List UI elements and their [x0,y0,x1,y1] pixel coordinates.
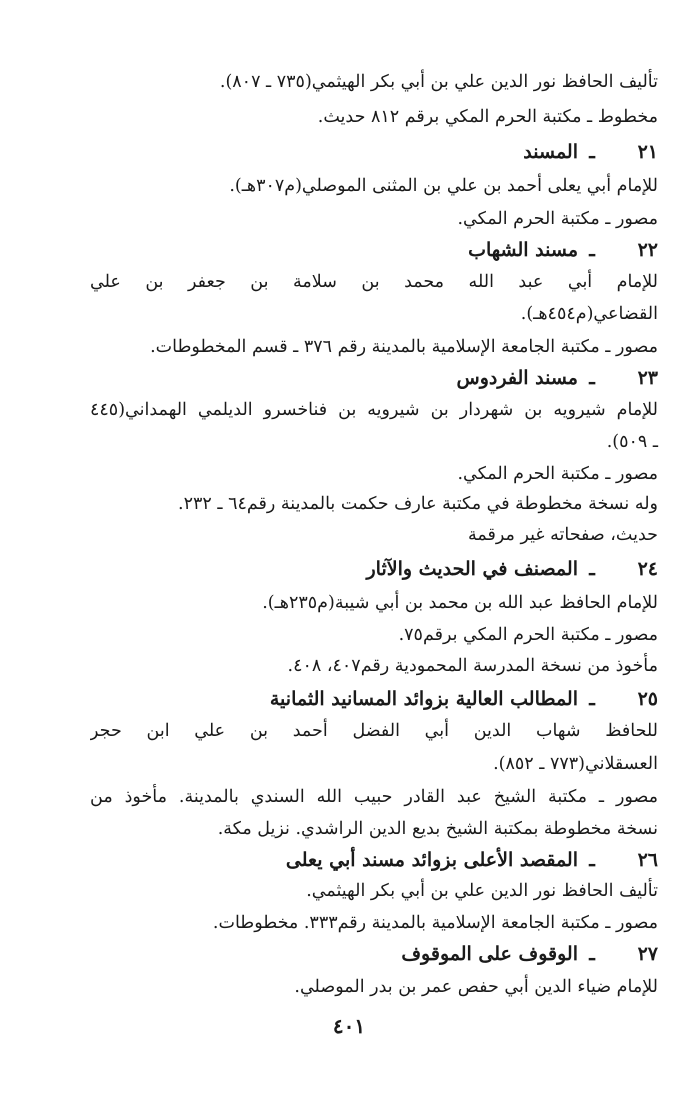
entry-line: مصور ـ مكتبة الشيخ عبد القادر حبيب الله السندي بالمدينة. مأخوذ من [90,787,658,807]
entry-number: ٢٥ [637,688,658,710]
entry-line: العسقلاني(٧٧٣ ـ ٨٥٢). [493,754,658,774]
entry-line: تأليف الحافظ نور الدين علي بن أبي بكر الهيثمي. [306,881,658,901]
entry-line: القضاعي(م٤٥٤هـ). [520,304,658,324]
entry-number: ٢٤ [637,558,658,580]
entry-heading-27 [58,940,658,968]
entry-title: المقصد الأعلى بزوائد مسند أبي يعلى [285,849,578,871]
entry-number: ٢١ [637,141,658,163]
entry-line: مصور ـ مكتبة الحرم المكي برقم٧٥. [398,625,658,645]
entry-line: للإمام شيرويه بن شهردار بن شيرويه بن فناخسرو الديلمي الهمداني(٤٤٥ [90,400,658,420]
entry-dash: ـ [589,239,595,261]
entry-line: مصور ـ مكتبة الجامعة الإسلامية بالمدينة رقم٣٣٣. مخطوطات. [212,913,658,933]
entry-dash: ـ [589,849,595,871]
entry-line: مصور ـ مكتبة الحرم المكي. [457,464,658,484]
entry-heading-26 [58,846,658,874]
entry-line: وله نسخة مخطوطة في مكتبة عارف حكمت بالمدينة رقم٦٤ ـ ٢٣٢. [178,494,658,514]
entry-dash: ـ [589,558,595,580]
entry-title: مسند الفردوس [456,367,578,389]
intro-manuscript-line: مخطوط ـ مكتبة الحرم المكي برقم ٨١٢ حديث. [317,107,658,127]
entry-title: مسند الشهاب [468,239,578,261]
entry-number: ٢٣ [637,367,658,389]
entry-dash: ـ [589,367,595,389]
entry-line: نسخة مخطوطة بمكتبة الشيخ بديع الدين الراشدي. نزيل مكة. [217,819,658,839]
entry-line: مأخوذ من نسخة المدرسة المحمودية رقم٤٠٧، ٤٠٨. [287,656,658,676]
entry-dash: ـ [589,141,595,163]
entry-heading-22 [58,236,658,264]
entry-line: للإمام الحافظ عبد الله بن محمد بن أبي شيبة(م٢٣٥هـ). [262,593,658,613]
entry-line: للإمام ضياء الدين أبي حفص عمر بن بدر الموصلي. [294,977,658,997]
entry-line: للإمام أبي عبد الله محمد بن سلامة بن جعفر بن علي [90,272,658,292]
entry-line: حديث، صفحاته غير مرقمة [468,525,658,545]
entry-line: للحافظ شهاب الدين أبي الفضل أحمد بن علي ابن حجر [90,721,658,741]
entry-heading-23 [58,364,658,392]
page-number: ٤٠١ [332,1014,366,1038]
entry-number: ٢٢ [637,239,658,261]
entry-line: للإمام أبي يعلى أحمد بن علي بن المثنى الموصلي(م٣٠٧هـ). [229,176,658,196]
entry-title: المصنف في الحديث والآثار [366,558,578,580]
entry-dash: ـ [589,943,595,965]
entry-title: المسند [523,141,578,163]
entry-title: الوقوف على الموقوف [401,943,578,965]
entry-heading-25 [58,685,658,713]
entry-line: مصور ـ مكتبة الحرم المكي. [457,209,658,229]
intro-author-line: تأليف الحافظ نور الدين علي بن أبي بكر الهيثمي(٧٣٥ ـ ٨٠٧). [219,72,658,92]
entry-number: ٢٦ [637,849,658,871]
entry-line: مصور ـ مكتبة الجامعة الإسلامية بالمدينة رقم ٣٧٦ ـ قسم المخطوطات. [150,337,658,357]
entry-title: المطالب العالية بزوائد المسانيد الثمانية [269,688,578,710]
entry-heading-21 [58,138,658,166]
entry-line: ـ ٥٠٩). [606,432,658,452]
entry-heading-24 [58,555,658,583]
entry-dash: ـ [589,688,595,710]
entry-number: ٢٧ [637,943,658,965]
